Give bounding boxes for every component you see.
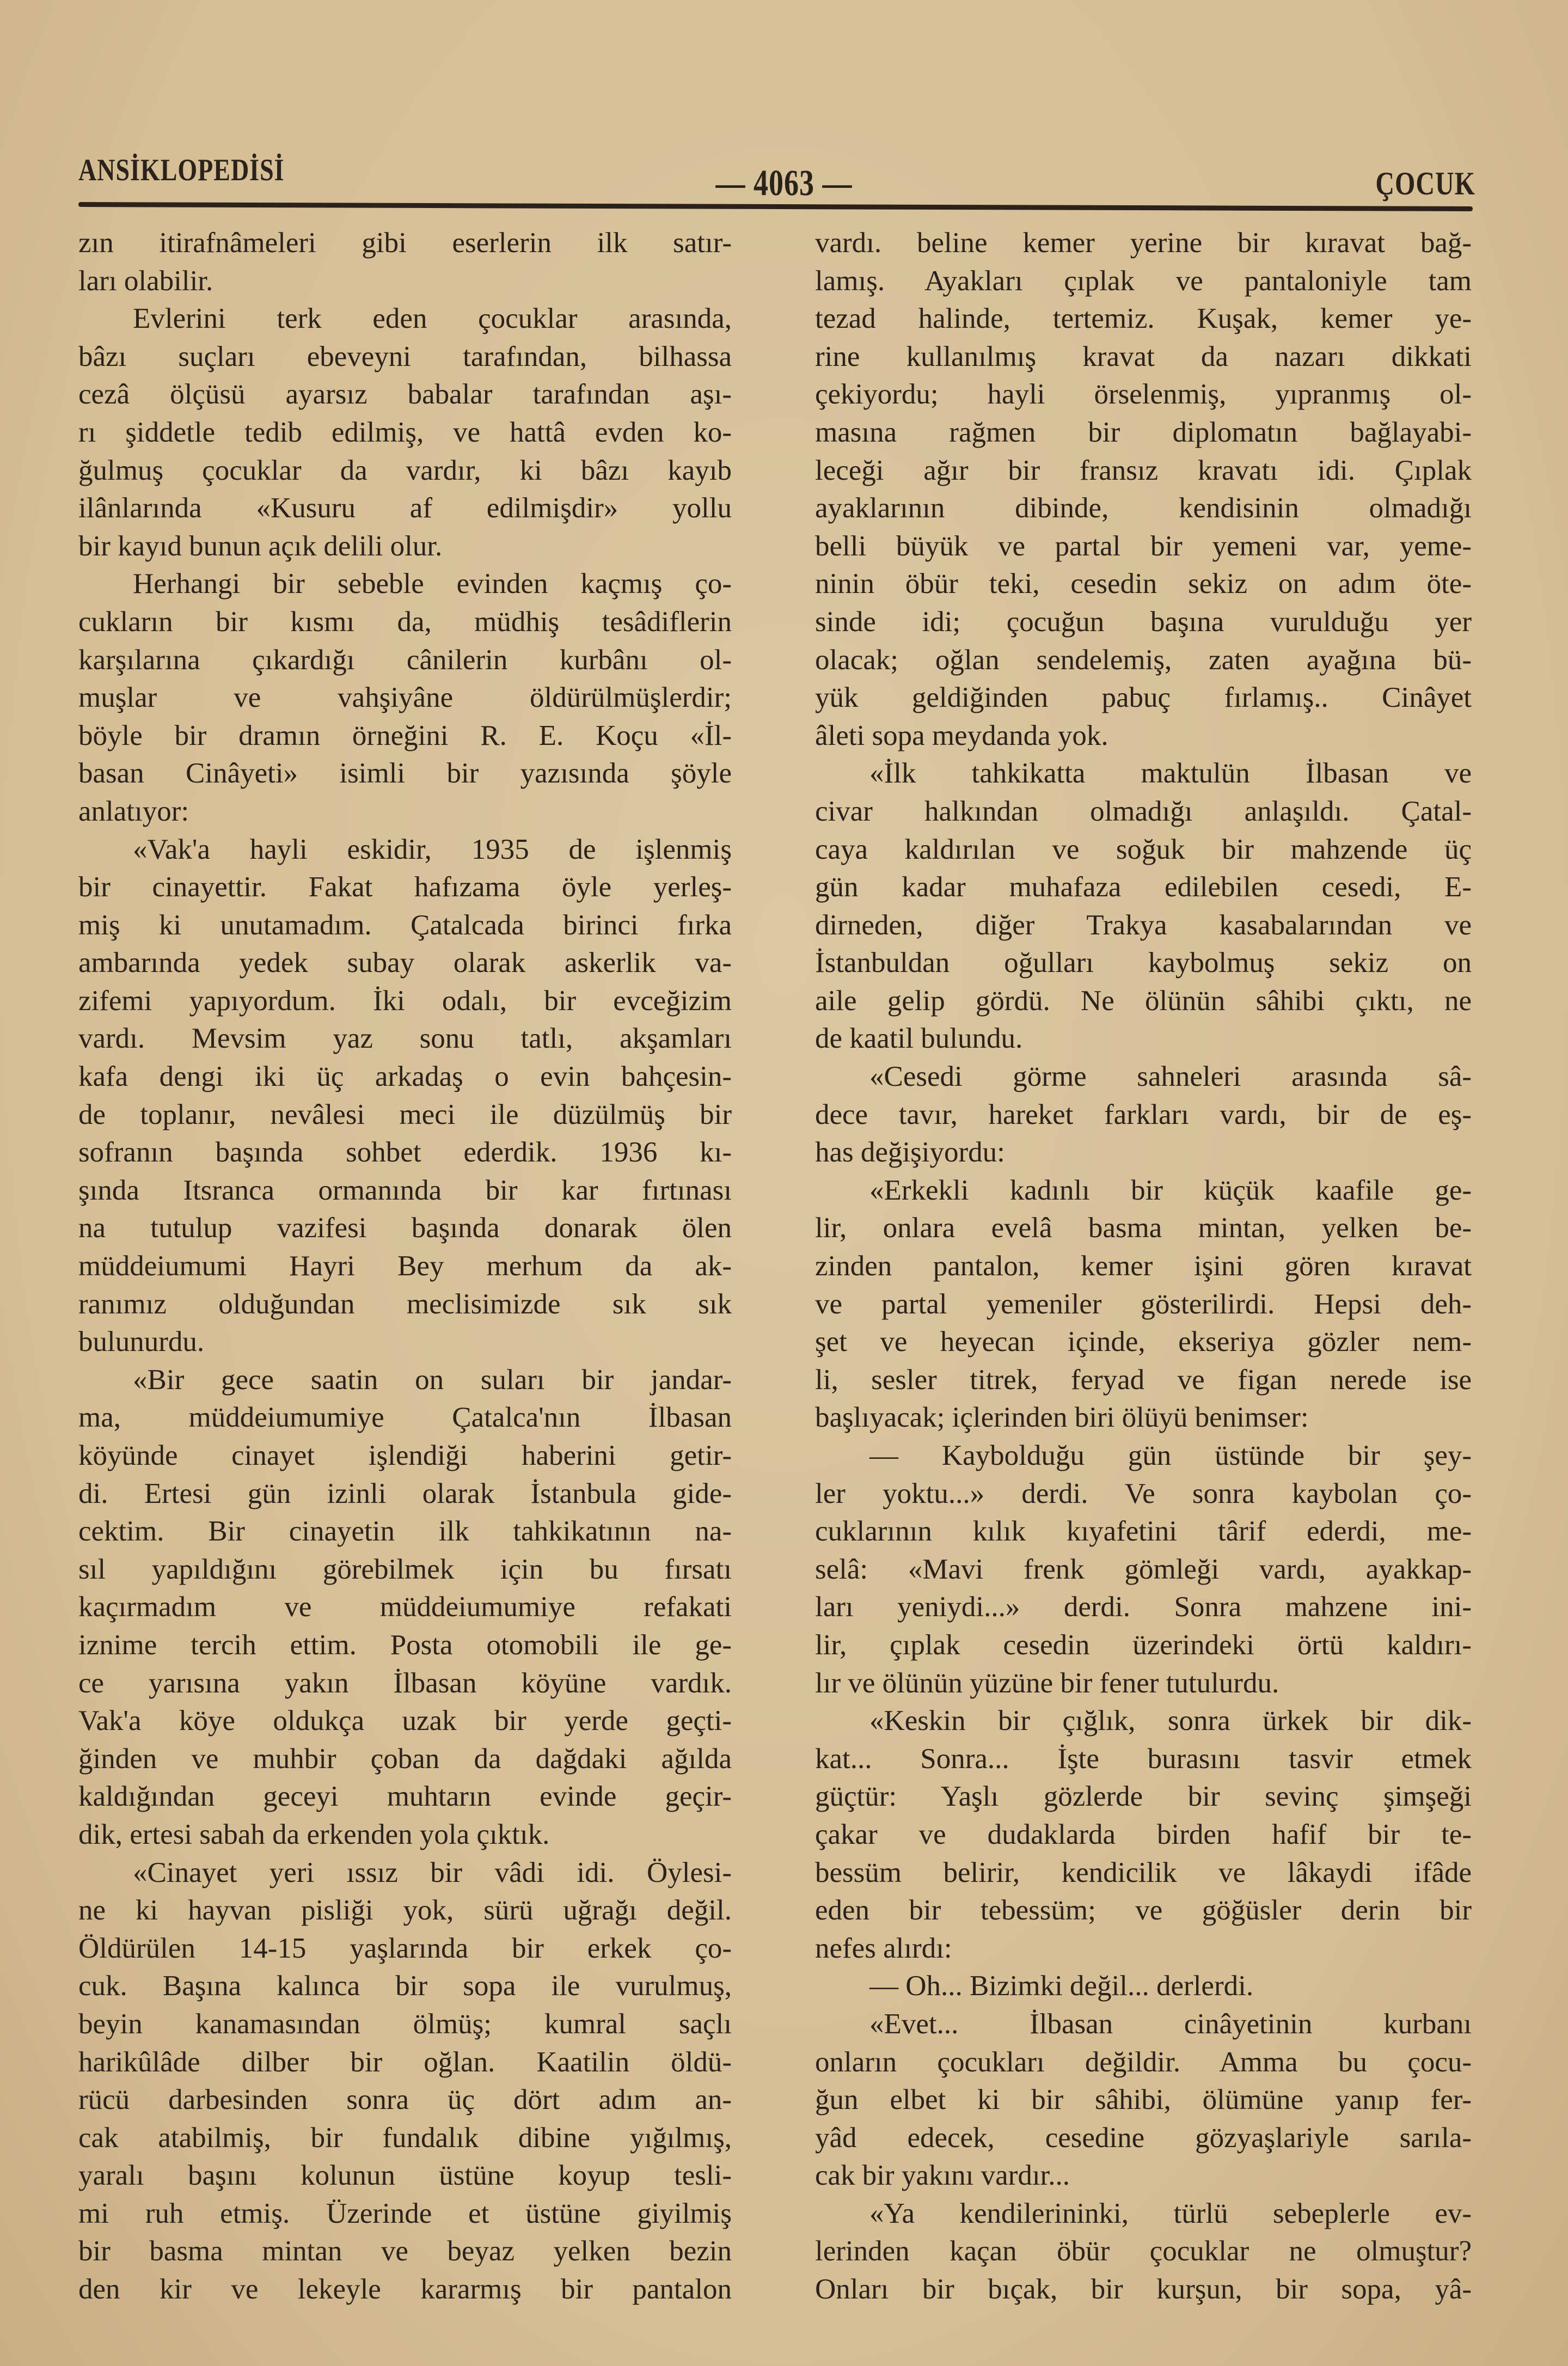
text-line: «Keskin bir çığlık, sonra ürkek bir dik- [869, 1705, 1472, 1737]
text-line: tezad halinde, tertemiz. Kuşak, kemer ye- [815, 303, 1472, 335]
paragraph [78, 224, 732, 300]
text-line: leceği ağır bir fransız kravatı idi. Çıplak [815, 454, 1472, 486]
text-line: vardı. Mevsim yaz sonu tatlı, akşamları [78, 1023, 732, 1055]
text-line: de kaatil bulundu. [815, 1023, 1023, 1055]
text-line: eden bir tebessüm; ve göğüsler derin bir [815, 1894, 1472, 1927]
text-line: na tutulup vazifesi başında donarak ölen [78, 1212, 732, 1244]
text-line: lerinden kaçan öbür çocuklar ne olmuştur? [815, 2235, 1472, 2267]
running-header-right: ÇOCUK [1375, 166, 1475, 202]
text-line: aile gelip gördü. Ne ölünün sâhibi çıktı, ne [815, 985, 1472, 1017]
text-line: de toplanır, nevâlesi meci ile düzülmüş bir [78, 1098, 732, 1130]
text-line: dece tavır, hareket farkları vardı, bir de eş- [815, 1098, 1472, 1130]
text-line: beyin kanamasından ölmüş; kumral saçlı [78, 2008, 732, 2040]
text-line: basan Cinâyeti» isimli bir yazısında şöyle [78, 757, 732, 790]
text-line: şet ve heyecan içinde, ekseriya gözler nem- [815, 1326, 1472, 1358]
text-line: yâd edecek, cesedine gözyaşlariyle sarıla- [815, 2122, 1472, 2154]
text-line: lir, onlara evelâ basma mintan, yelken be- [815, 1212, 1472, 1244]
text-line: cukların bir kısmı da, müdhiş tesâdiflerin [78, 606, 732, 638]
text-line: lır ve ölünün yüzüne bir fener tutulurdu. [815, 1667, 1279, 1699]
text-line: Öldürülen 14-15 yaşlarında bir erkek ço- [78, 1932, 732, 1964]
text-line: gün kadar muhafaza edilebilen cesedi, E- [815, 871, 1472, 903]
text-line: bessüm belirir, kendicilik ve lâkaydi ifâde [815, 1856, 1472, 1888]
text-line: Evlerini terk eden çocuklar arasında, [133, 303, 732, 335]
text-line: nefes alırdı: [815, 1932, 952, 1964]
text-line: ne ki hayvan pisliği yok, sürü uğrağı değil. [78, 1894, 732, 1927]
paragraph [78, 300, 732, 565]
text-line: cak bir yakını vardır... [815, 2160, 1070, 2192]
text-line: yük geldiğinden pabuç fırlamış.. Cinâyet [815, 682, 1472, 714]
paragraph [815, 1172, 1472, 1437]
text-line: iznime tercih ettim. Posta otomobili ile ge- [78, 1629, 732, 1661]
text-line: dirneden, diğer Trakya kasabalarından ve [815, 909, 1472, 941]
text-line: — Kaybolduğu gün üstünde bir şey- [869, 1440, 1472, 1471]
text-line: «Bir gece saatin on suları bir jandar- [133, 1364, 732, 1396]
text-line: cuklarının kılık kıyafetini târif ederdi, me- [815, 1515, 1472, 1548]
text-line: kafa dengi iki üç arkadaş o evin bahçesin- [78, 1061, 732, 1093]
text-line: anlatıyor: [78, 795, 189, 827]
paragraph [815, 2006, 1472, 2195]
text-line: mi ruh etmiş. Üzerinde et üstüne giyilmiş [78, 2197, 732, 2229]
text-line: dik, ertesi sabah da erkenden yola çıktık. [78, 1818, 550, 1850]
text-line: zifemi yapıyordum. İki odalı, bir evceğizim [78, 985, 732, 1017]
text-line: böyle bir dramın örneğini R. E. Koçu «İl- [78, 719, 732, 751]
paragraph [78, 1361, 732, 1854]
text-line: civar halkından olmadığı anlaşıldı. Çatal- [815, 795, 1472, 827]
text-line: bâzı suçları ebeveyni tarafından, bilhassa [78, 340, 732, 372]
text-line: lir, çıplak cesedin üzerindeki örtü kaldırı- [815, 1629, 1472, 1661]
text-line: rücü darbesinden sonra üç dört adım an- [78, 2084, 732, 2116]
text-column-left [78, 224, 732, 2309]
text-line: sofranın başında sohbet ederdik. 1936 kı- [78, 1136, 732, 1169]
text-line: kaldığından geceyi muhtarın evinde geçir- [78, 1781, 732, 1813]
page-number: — 4063 — [715, 162, 853, 204]
text-line: Herhangi bir sebeble evinden kaçmış ço- [133, 568, 732, 600]
text-line: «Erkekli kadınlı bir küçük kaafile ge- [869, 1174, 1472, 1206]
text-line: cak atabilmiş, bir fundalık dibine yığılmış, [78, 2122, 732, 2154]
text-line: ayaklarının dibinde, kendisinin olmadığı [815, 492, 1472, 524]
text-line: rine kullanılmış kravat da nazarı dikkati [815, 340, 1472, 372]
text-line: ce yarısına yakın İlbasan köyüne vardık. [78, 1667, 732, 1699]
text-line: lamış. Ayakları çıplak ve pantaloniyle tam [815, 265, 1472, 297]
text-line: bulunurdu. [78, 1326, 205, 1358]
text-line: muşlar ve vahşiyâne öldürülmüşlerdir; [78, 682, 732, 714]
text-line: bir kayıd bunun açık delili olur. [78, 530, 443, 562]
text-line: cezâ ölçüsü ayarsız babalar tarafından aşı- [78, 378, 732, 411]
text-line: «Evet... İlbasan cinâyetinin kurbanı [869, 2008, 1472, 2040]
text-line: ve partal yemeniler gösterilirdi. Hepsi deh- [815, 1288, 1472, 1320]
text-line: cuk. Başına kalınca bir sopa ile vurulmuş, [78, 1970, 732, 2002]
text-line: ları olabilir. [78, 265, 213, 297]
text-line: den kir ve lekeyle kararmış bir pantalon [78, 2273, 732, 2306]
paragraph [78, 565, 732, 830]
text-line: «Ya kendilerininki, türlü sebeplerle ev- [869, 2197, 1472, 2229]
text-line: harikûlâde dilber bir oğlan. Kaatilin öldü- [78, 2046, 732, 2078]
text-line: caya kaldırılan ve soğuk bir mahzende üç [815, 833, 1472, 865]
text-line: köyünde cinayet işlendiği haberini getir- [78, 1440, 732, 1471]
text-line: ler yoktu...» derdi. Ve sonra kaybolan ço- [815, 1477, 1472, 1509]
text-line: zın itirafnâmeleri gibi eserlerin ilk satır- [78, 227, 732, 259]
paragraph [78, 1854, 732, 2309]
text-line: li, sesler titrek, feryad ve figan nerede ise [815, 1364, 1472, 1396]
text-line: — Oh... Bizimki değil... derlerdi. [869, 1970, 1254, 2002]
paragraph [815, 1437, 1472, 1702]
text-line: şında Itsranca ormanında bir kar fırtınası [78, 1174, 732, 1206]
text-line: müddeiumumi Hayri Bey merhum da ak- [78, 1250, 732, 1282]
text-column-right [815, 224, 1472, 2309]
paragraph [815, 224, 1472, 755]
text-line: karşılarına çıkardığı cânilerin kurbânı ol- [78, 644, 732, 676]
text-line: ma, müddeiumumiye Çatalca'nın İlbasan [78, 1402, 732, 1434]
text-line: kaçırmadım ve müddeiumumiye refakati [78, 1591, 732, 1623]
text-line: çekiyordu; hayli örselenmiş, yıpranmış ol- [815, 378, 1472, 411]
text-line: başlıyacak; içlerinden biri ölüyü benimser: [815, 1402, 1309, 1434]
text-line: vardı. beline kemer yerine bir kıravat bağ- [815, 227, 1472, 259]
text-line: miş ki unutamadım. Çatalcada birinci fırka [78, 909, 732, 941]
text-line: selâ: «Mavi frenk gömleği vardı, ayakkap- [815, 1553, 1472, 1585]
text-line: ninin öbür teki, cesedin sekiz on adım öte- [815, 568, 1472, 600]
text-line: ambarında yedek subay olarak askerlik va- [78, 947, 732, 979]
text-line: ranımız olduğundan meclisimizde sık sık [78, 1288, 732, 1320]
text-line: has değişiyordu: [815, 1136, 1005, 1169]
text-line: ğulmuş çocuklar da vardır, ki bâzı kayıb [78, 454, 732, 486]
text-line: belli büyük ve partal bir yemeni var, yeme- [815, 530, 1472, 562]
text-line: kat... Sonra... İşte burasını tasvir etmek [815, 1743, 1472, 1775]
text-line: bir cinayettir. Fakat hafızama öyle yerleş- [78, 871, 732, 903]
text-line: çakar ve dudaklarda birden hafif bir te- [815, 1818, 1472, 1850]
text-line: ğun elbet ki bir sâhibi, ölümüne yanıp fer- [815, 2084, 1472, 2116]
text-line: yaralı başını kolunun üstüne koyup tesli- [78, 2160, 732, 2192]
text-line: cektim. Bir cinayetin ilk tahkikatının na- [78, 1515, 732, 1548]
text-line: âleti sopa meydanda yok. [815, 719, 1108, 751]
text-line: di. Ertesi gün izinli olarak İstanbula gide- [78, 1477, 732, 1509]
paragraph [815, 1967, 1472, 2006]
text-line: «Vak'a hayli eskidir, 1935 de işlenmiş [133, 833, 732, 865]
text-line: bir basma mintan ve beyaz yelken bezin [78, 2235, 732, 2267]
paragraph [815, 1702, 1472, 1967]
text-line: İstanbuldan oğulları kaybolmuş sekiz on [815, 947, 1472, 979]
text-line: sıl yapıldığını görebilmek için bu fırsatı [78, 1553, 732, 1585]
text-line: Onları bir bıçak, bir kurşun, bir sopa, yâ- [815, 2273, 1472, 2306]
paragraph [815, 755, 1472, 1058]
text-line: ilânlarında «Kusuru af edilmişdir» yollu [78, 492, 732, 524]
paragraph [815, 2195, 1472, 2309]
text-line: masına rağmen bir diplomatın bağlayabi- [815, 416, 1472, 448]
text-line: zinden pantalon, kemer işini gören kıravat [815, 1250, 1472, 1282]
text-line: sinde idi; çocuğun başına vurulduğu yer [815, 606, 1472, 638]
running-header-left: ANSİKLOPEDİSİ [78, 152, 285, 187]
paragraph [78, 831, 732, 1361]
text-line: rı şiddetle tedib edilmiş, ve hattâ evden ko- [78, 416, 732, 448]
text-line: «İlk tahkikatta maktulün İlbasan ve [869, 757, 1472, 790]
text-line: Vak'a köye oldukça uzak bir yerde geçti- [78, 1705, 732, 1737]
text-line: ları yeniydi...» derdi. Sonra mahzene ini- [815, 1591, 1472, 1623]
text-line: ğinden ve muhbir çoban da dağdaki ağılda [78, 1743, 732, 1775]
text-line: güçtür: Yaşlı gözlerde bir sevinç şimşeği [815, 1781, 1472, 1813]
text-line: «Cesedi görme sahneleri arasında sâ- [869, 1061, 1472, 1093]
text-line: «Cinayet yeri ıssız bir vâdi idi. Öylesi- [133, 1856, 732, 1888]
paragraph [815, 1058, 1472, 1172]
text-line: olacak; oğlan sendelemiş, zaten ayağına bü- [815, 644, 1472, 676]
text-line: onların çocukları değildir. Amma bu çocu- [815, 2046, 1472, 2078]
